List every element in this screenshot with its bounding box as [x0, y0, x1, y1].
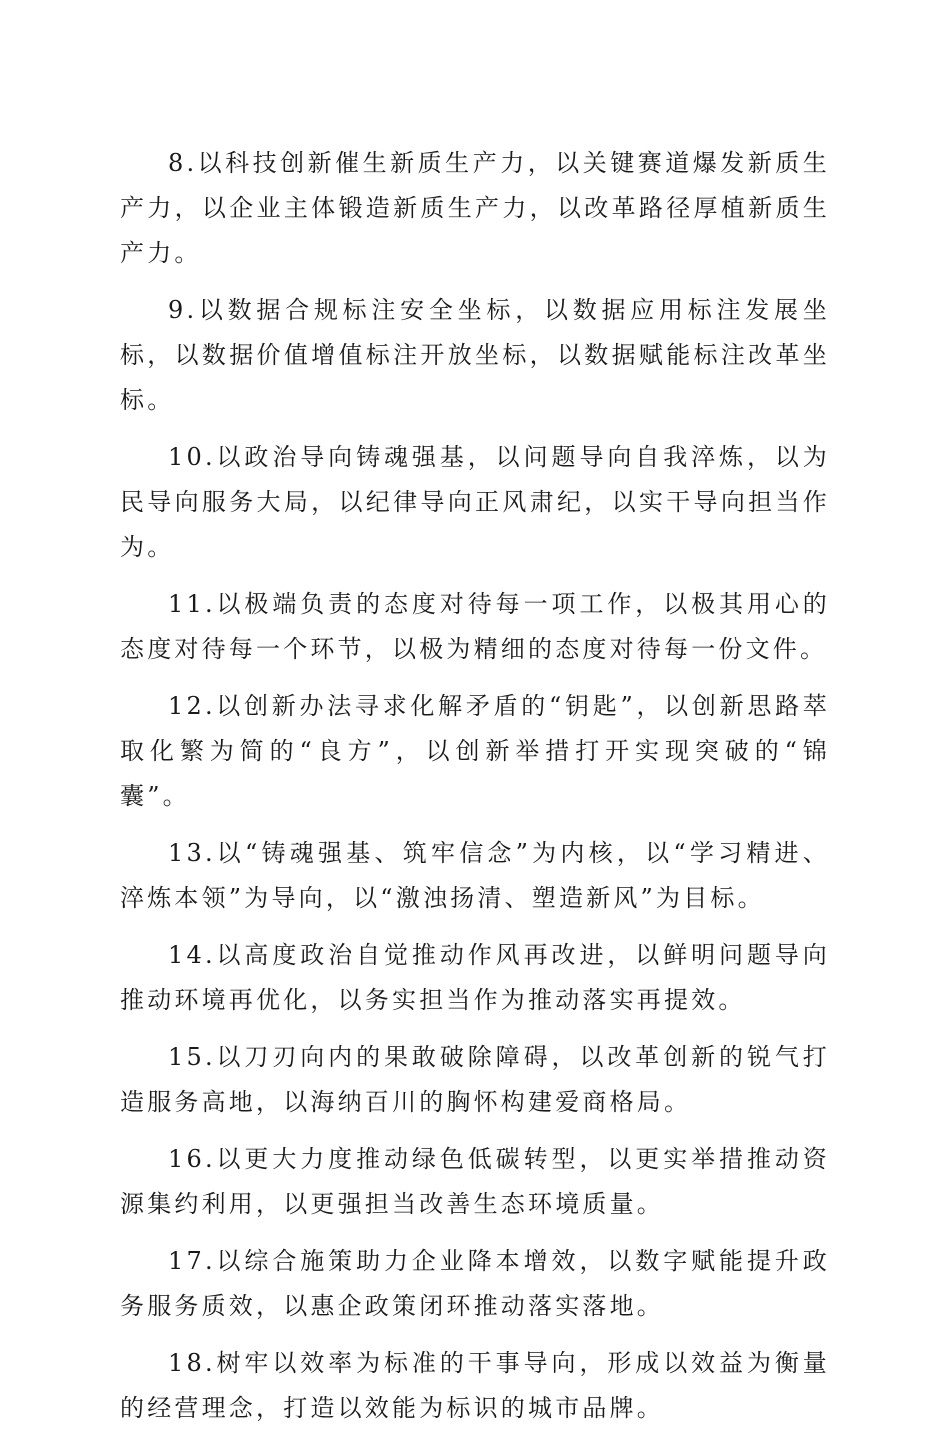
paragraph-13: 13.以“铸魂强基、筑牢信念”为内核，以“学习精进、淬炼本领”为导向，以“激浊扬清、塑造新风”为目标。 — [120, 839, 830, 912]
paragraph-8: 8.以科技创新催生新质生产力，以关键赛道爆发新质生产力，以企业主体锻造新质生产力，以改革路径厚植新质生产力。 — [120, 149, 830, 267]
paragraph-16: 16.以更大力度推动绿色低碳转型，以更实举措推动资源集约利用，以更强担当改善生态环境质量。 — [120, 1145, 830, 1218]
paragraph-11: 11.以极端负责的态度对待每一项工作，以极其用心的态度对待每一个环节，以极为精细的态度对待每一份文件。 — [120, 590, 830, 663]
paragraph-17: 17.以综合施策助力企业降本增效，以数字赋能提升政务服务质效，以惠企政策闭环推动落实落地。 — [120, 1247, 830, 1320]
paragraph-15: 15.以刀刃向内的果敢破除障碍，以改革创新的锐气打造服务高地，以海纳百川的胸怀构建爱商格局。 — [120, 1043, 830, 1116]
paragraph-18: 18.树牢以效率为标准的干事导向，形成以效益为衡量的经营理念，打造以效能为标识的城市品牌。 — [120, 1349, 830, 1422]
paragraph-12: 12.以创新办法寻求化解矛盾的“钥匙”，以创新思路萃取化繁为简的“良方”，以创新举措打开实现突破的“锦囊”。 — [120, 692, 830, 810]
paragraph-14: 14.以高度政治自觉推动作风再改进，以鲜明问题导向推动环境再优化，以务实担当作为推动落实再提效。 — [120, 941, 830, 1014]
paragraph-10: 10.以政治导向铸魂强基，以问题导向自我淬炼，以为民导向服务大局，以纪律导向正风肃纪，以实干导向担当作为。 — [120, 443, 830, 561]
paragraph-9: 9.以数据合规标注安全坐标，以数据应用标注发展坐标，以数据价值增值标注开放坐标，以数据赋能标注改革坐标。 — [120, 296, 830, 414]
document-body — [120, 141, 830, 1443]
